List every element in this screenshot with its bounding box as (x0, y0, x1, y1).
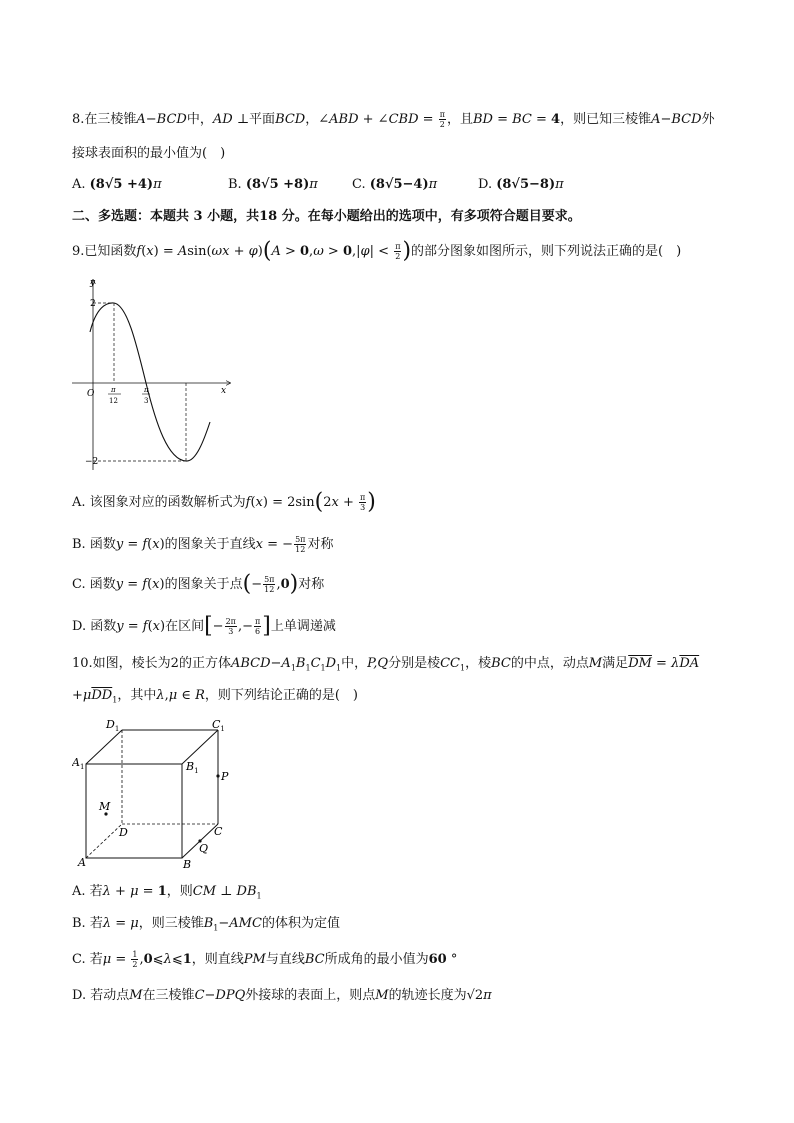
q10-option-a: A. 若λ + μ = 1，则CM ⊥ $DB_1$ (72, 884, 262, 901)
q10-stem-line2: $+\mu\overline{DD}_1$，其中λ,μ ∈ R，则下列结论正确的是( ) (72, 688, 359, 705)
label-a1: $A_1$ (72, 756, 85, 771)
y-axis-label: y (90, 278, 96, 288)
q10-stem-line1: 10.如图，棱长为2的正方体$ABCD-A_1B_1C_1D_1$中，P,Q分别是棱$CC_1$，棱BC的中点，动点M满足$\overline{DM} = \lambda\overline{DA}$ (72, 656, 700, 673)
q9-sine-graph (72, 272, 242, 472)
label-b1: $B_1$ (186, 760, 199, 775)
q8-math-d: ABD (329, 112, 359, 127)
q8-math-a: A−BCD (136, 112, 187, 127)
q8-math-c: BCD (275, 112, 306, 127)
q10-option-c: C. 若μ = $\frac{1}{2}$ ,0⩽λ⩽1，则直线PM与直线BC所成角的最小值为60 ° (72, 950, 458, 969)
section-2-header: 二、多选题：本题共 3 小题，共18 分。在每小题给出的选项中，有多项符合题目要求。 (72, 209, 581, 224)
q8-text-a: 8.在三棱锥 (72, 112, 137, 127)
q8-math-g: BC (512, 112, 532, 127)
q9-option-c: C. 函数y = f(x)的图象关于点(− $\frac{5\pi}{12}$ ,0)对称 (72, 571, 325, 597)
sine-curve (90, 303, 210, 461)
label-d: D (119, 826, 128, 839)
edge-a1d1 (86, 730, 122, 764)
y-tick-neg2: −2 (85, 457, 99, 467)
label-b: B (183, 858, 192, 871)
q8-math-e: CBD (388, 112, 419, 127)
q8-text-d: ，∠ (305, 112, 330, 127)
x-tick-pi12-den: 12 (109, 397, 118, 405)
label-q: Q (199, 842, 209, 855)
edge-ad (86, 824, 122, 858)
x-tick-pi12-num: π (111, 386, 116, 394)
label-m: M (99, 800, 111, 813)
q10-option-d: D. 若动点M在三棱锥C−DPQ外接球的表面上，则点M的轨迹长度为√2π (72, 988, 492, 1003)
label-p: P (221, 770, 229, 783)
q8-stem-line1: 8.在三棱锥A−BCD中，AD ⊥平面BCD，∠ABD + ∠CBD = $\frac{\pi}{2}$ ，且BD = BC = 4，则已知三棱锥A−BCD外 (72, 110, 715, 129)
label-d1: $D_1$ (106, 718, 120, 733)
q8-text-b: 中， (186, 112, 213, 127)
q8-option-d: D. (8√5−8)π (478, 177, 564, 192)
q8-stem-line2: 接球表面积的最小值为( ) (72, 146, 226, 161)
q10-option-b: B. 若λ = μ，则三棱锥$B_1-AMC$的体积为定值 (72, 916, 340, 933)
q8-math-h: A−BCD (651, 112, 702, 127)
q9-option-b: B. 函数y = f(x)的图象关于直线x = − $\frac{5\pi}{12}$ 对称 (72, 535, 334, 554)
q8-option-b: B. (8√5 +8)π (228, 177, 318, 192)
origin-label: O (87, 389, 95, 399)
q8-option-a: A. (8√5 +4)π (72, 177, 162, 192)
edge-b1c1 (182, 730, 218, 764)
q10-cube-figure (72, 714, 242, 874)
q8-frac-pi-2: $\frac{\pi}{2}$ (439, 110, 445, 129)
x-axis-label: x (221, 386, 227, 396)
q8-math-f: BD (472, 112, 493, 127)
q9-option-a: A. 该图象对应的函数解析式为f(x) = 2sin(2x + $\frac{\pi}{3}$ ) (72, 489, 376, 515)
x-tick-pi3-den: 3 (144, 397, 149, 405)
q9-option-d: D. 函数y = f(x)在区间[− $\frac{2\pi}{3}$ ,− $\frac{\pi}{6}$ ]上单调递减 (72, 613, 336, 639)
label-c1: $C_1$ (212, 718, 225, 733)
point-p (216, 774, 219, 777)
label-a: A (78, 856, 86, 869)
x-tick-pi3-num: π (144, 386, 149, 394)
q8-option-c: C. (8√5−4)π (352, 177, 438, 192)
q8-math-b: AD ⊥ (212, 112, 250, 127)
q8-text-e: ，且 (446, 112, 473, 127)
label-c: C (214, 825, 223, 838)
y-tick-2: 2 (90, 299, 96, 309)
q9-stem: 9.已知函数f(x) = Asin(ωx + φ)(A > 0,ω > 0,|φ| < $\frac{\pi}{2}$ )的部分图象如图所示，则下列说法正确的是( ) (72, 238, 682, 264)
q8-text-c: 平面 (249, 112, 276, 127)
